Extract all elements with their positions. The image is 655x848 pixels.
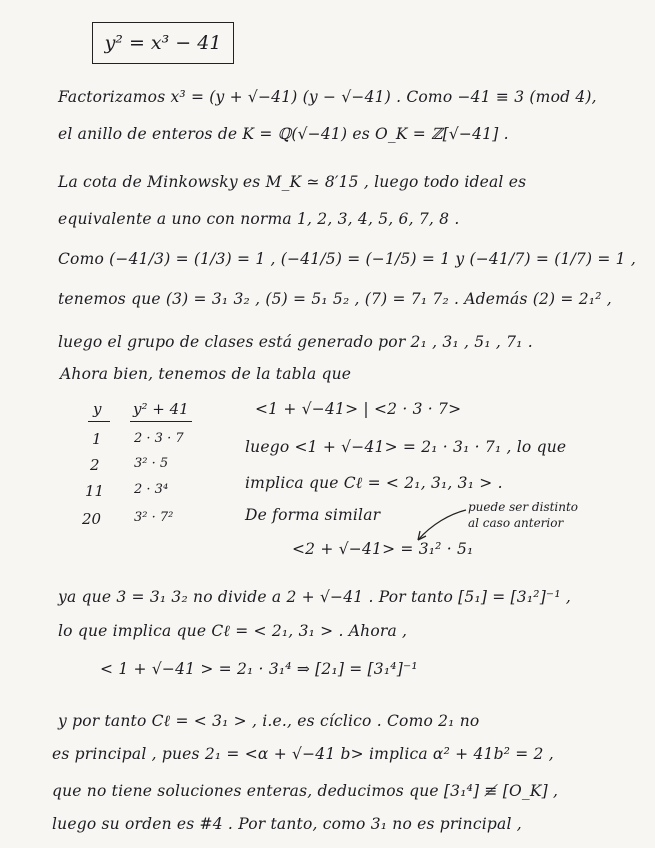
table-rule-expr bbox=[130, 421, 192, 422]
table-row-1-y: 1 bbox=[92, 430, 102, 448]
line-1: Factorizamos x³ = (y + √−41) (y − √−41) . Como −41 ≡ 3 (mod 4), bbox=[58, 88, 597, 106]
line-3: La cota de Minkowsky es M_K ≃ 8′15 , luego todo ideal es bbox=[58, 173, 527, 191]
side-factorization-1: luego <1 + √−41> = 2₁ · 3₁ · 7₁ , lo que bbox=[245, 438, 567, 456]
line-14: que no tiene soluciones enteras, deducimos que [3₁⁴] ≢ [O_K] , bbox=[52, 782, 559, 800]
margin-note-line-1: puede ser distinto bbox=[468, 500, 579, 514]
note-arrow-icon bbox=[410, 506, 470, 546]
line-4: equivalente a uno con norma 1, 2, 3, 4, 5, 6, 7, 8 . bbox=[58, 210, 460, 228]
line-9: ya que 3 = 3₁ 3₂ no divide a 2 + √−41 . Por tanto [5₁] = [3₁²]⁻¹ , bbox=[58, 588, 571, 606]
line-7: luego el grupo de clases está generado por 2₁ , 3₁ , 5₁ , 7₁ . bbox=[58, 333, 533, 351]
side-factorization-2: <2 + √−41> = 3₁² · 5₁ bbox=[292, 540, 474, 558]
table-header-expr: y² + 41 bbox=[133, 400, 189, 418]
line-6: tenemos que (3) = 3₁ 3₂ , (5) = 5₁ 5₂ , (7) = 7₁ 7₂ . Además (2) = 2₁² , bbox=[58, 290, 612, 308]
table-row-3-value: 2 · 3⁴ bbox=[134, 482, 169, 497]
side-divides: <1 + √−41> | <2 · 3 · 7> bbox=[255, 400, 462, 418]
table-row-2-value: 3² · 5 bbox=[134, 456, 169, 471]
side-similarly: De forma similar bbox=[245, 506, 381, 524]
table-rule-y bbox=[88, 421, 110, 422]
line-12: y por tanto Cℓ = < 3₁ > , i.e., es cíclico . Como 2₁ no bbox=[58, 712, 480, 730]
line-8: Ahora bien, tenemos de la tabla que bbox=[60, 365, 352, 383]
line-11: < 1 + √−41 > = 2₁ · 3₁⁴ ⇒ [2₁] = [3₁⁴]⁻¹ bbox=[100, 660, 418, 678]
side-implication-1: implica que Cℓ = < 2₁, 3₁, 3₁ > . bbox=[245, 474, 503, 492]
line-5: Como (−41/3) = (1/3) = 1 , (−41/5) = (−1/5) = 1 y (−41/7) = (1/7) = 1 , bbox=[58, 250, 636, 268]
table-row-4-y: 20 bbox=[82, 510, 102, 528]
line-13: es principal , pues 2₁ = <α + √−41 b> implica α² + 41b² = 2 , bbox=[52, 745, 554, 763]
table-header-y: y bbox=[93, 400, 102, 418]
table-row-1-value: 2 · 3 · 7 bbox=[134, 431, 184, 446]
line-10: lo que implica que Cℓ = < 2₁, 3₁ > . Ahora , bbox=[58, 622, 408, 640]
line-2: el anillo de enteros de K = ℚ(√−41) es O_K = ℤ[√−41] . bbox=[58, 125, 509, 143]
line-15: luego su orden es #4 . Por tanto, como 3₁ no es principal , bbox=[52, 815, 522, 833]
table-row-3-y: 11 bbox=[85, 482, 105, 500]
boxed-equation: y² = x³ − 41 bbox=[92, 22, 234, 64]
table-row-4-value: 3² · 7² bbox=[134, 510, 174, 525]
margin-note-line-2: al caso anterior bbox=[468, 516, 564, 530]
table-row-2-y: 2 bbox=[90, 456, 100, 474]
